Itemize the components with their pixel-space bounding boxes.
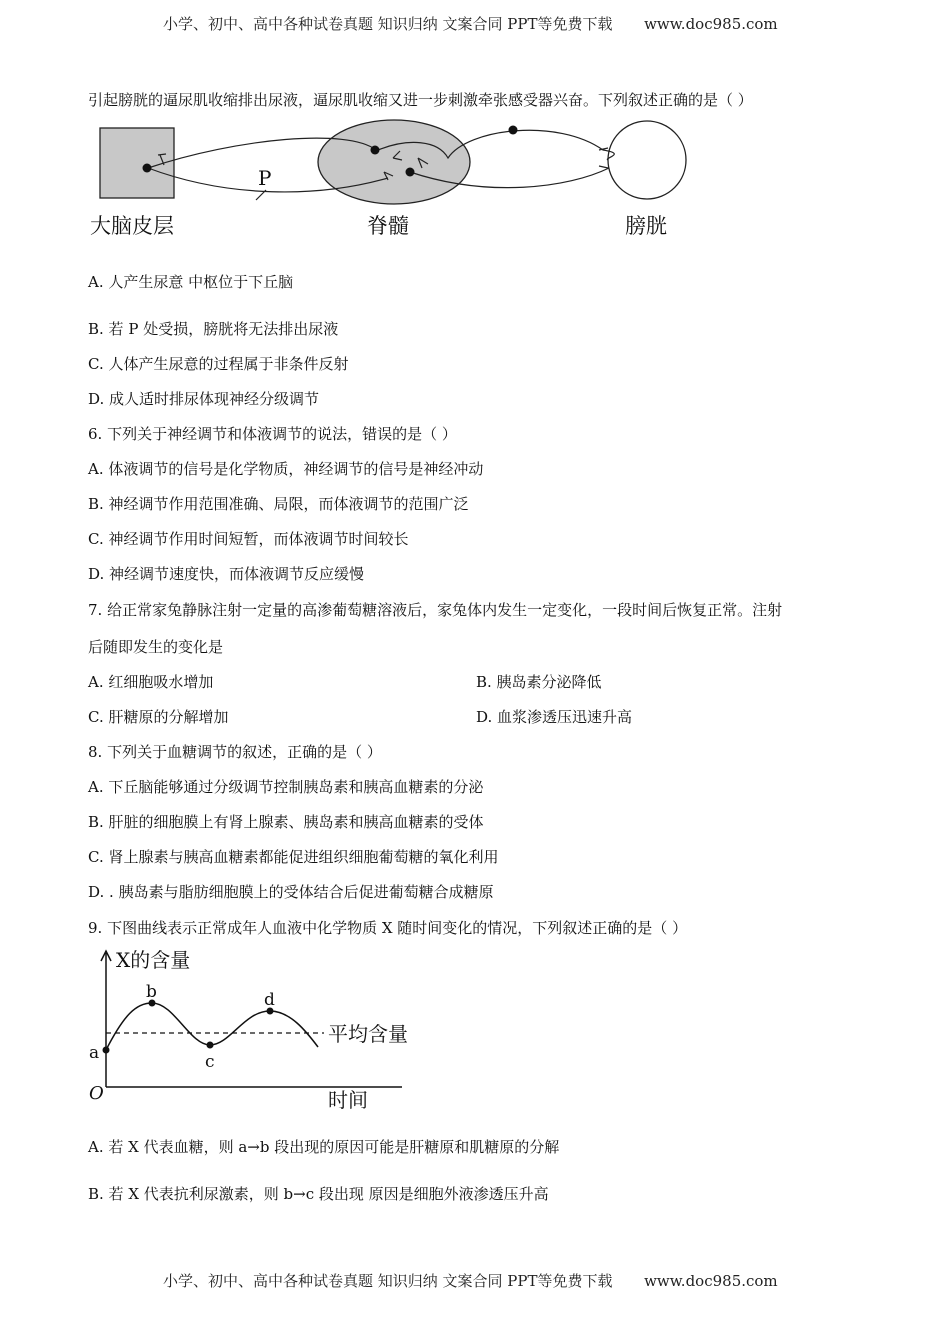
q6-option-a[interactable]: A. 体液调节的信号是化学物质，神经调节的信号是神经冲动: [88, 460, 484, 478]
page-footer: [163, 1270, 778, 1291]
q8-option-b[interactable]: B. 肝脏的细胞膜上有肾上腺素、胰岛素和胰高血糖素的受体: [88, 813, 484, 831]
q6-option-d[interactable]: D. 神经调节速度快，而体液调节反应缓慢: [88, 565, 365, 583]
header-text: 小学、初中、高中各种试卷真题 知识归纳 文案合同 PPT等免费下载: [163, 15, 613, 33]
q9-option-a[interactable]: A. 若 X 代表血糖，则 a→b 段出现的原因可能是肝糖原和肌糖原的分解: [88, 1138, 560, 1156]
q5-option-a[interactable]: A. 人产生尿意 中枢位于下丘脑: [88, 273, 294, 291]
q7-option-c[interactable]: C. 肝糖原的分解增加: [88, 708, 229, 726]
x-axis-label: 时间: [328, 1088, 368, 1112]
footer-text: 小学、初中、高中各种试卷真题 知识归纳 文案合同 PPT等免费下载: [163, 1272, 613, 1290]
header-url[interactable]: www.doc985.com: [644, 15, 778, 33]
q5-option-d[interactable]: D. 成人适时排尿体现神经分级调节: [88, 390, 320, 408]
q9-stem: 9. 下图曲线表示正常成年人血液中化学物质 X 随时间变化的情况，下列叙述正确的是（ ）: [88, 919, 688, 937]
q7-option-a[interactable]: A. 红细胞吸水增加: [88, 673, 214, 691]
cortex-label: 大脑皮层: [90, 214, 174, 238]
q7-stem-line2: 后随即发生的变化是: [88, 638, 224, 656]
point-c: [207, 1042, 214, 1049]
q8-option-c[interactable]: C. 肾上腺素与胰高血糖素都能促进组织细胞葡萄糖的氧化利用: [88, 848, 499, 866]
q8-option-a[interactable]: A. 下丘脑能够通过分级调节控制胰岛素和胰高血糖素的分泌: [88, 778, 484, 796]
p-label: P: [258, 166, 272, 190]
label-b: b: [146, 982, 157, 1002]
q6-stem: 6. 下列关于神经调节和体液调节的说法，错误的是（ ）: [88, 425, 457, 443]
page-header: [163, 13, 778, 34]
q8-stem: 8. 下列关于血糖调节的叙述，正确的是（ ）: [88, 743, 382, 761]
q5-option-c[interactable]: C. 人体产生尿意的过程属于非条件反射: [88, 355, 349, 373]
average-label: 平均含量: [328, 1022, 408, 1046]
q7-option-d[interactable]: D. 血浆渗透压迅速升高: [476, 708, 633, 726]
q5-stem: 引起膀胱的逼尿肌收缩排出尿液，逼尿肌收缩又进一步刺激牵张感受器兴奋。下列叙述正确的是（ ）: [88, 91, 753, 109]
label-a: a: [89, 1043, 100, 1063]
bladder-circle: [608, 121, 686, 199]
q6-option-c[interactable]: C. 神经调节作用时间短暂，而体液调节时间较长: [88, 530, 409, 548]
origin-label: O: [89, 1083, 104, 1104]
y-axis-label: X的含量: [116, 948, 191, 972]
point-a: [103, 1047, 110, 1054]
q8-option-d[interactable]: D. . 胰岛素与脂肪细胞膜上的受体结合后促进葡萄糖合成糖原: [88, 883, 494, 901]
q7-option-b[interactable]: B. 胰岛素分泌降低: [476, 673, 602, 691]
q7-stem-line1: 7. 给正常家兔静脉注射一定量的高渗葡萄糖溶液后，家兔体内发生一定变化，一段时间后恢复正常。注射: [88, 601, 783, 619]
label-d: d: [264, 990, 275, 1010]
footer-url[interactable]: www.doc985.com: [644, 1272, 778, 1290]
q5-option-b[interactable]: B. 若 P 处受损，膀胱将无法排出尿液: [88, 320, 339, 338]
q9-option-b[interactable]: B. 若 X 代表抗利尿激素，则 b→c 段出现 原因是细胞外液渗透压升高: [88, 1185, 549, 1203]
label-c: c: [205, 1052, 215, 1072]
q6-option-b[interactable]: B. 神经调节作用范围准确、局限，而体液调节的范围广泛: [88, 495, 469, 513]
bladder-label: 膀胱: [625, 214, 667, 238]
spinal-label: 脊髓: [367, 214, 409, 238]
spinal-ellipse: [318, 120, 470, 204]
x-level-chart: [84, 945, 434, 1115]
